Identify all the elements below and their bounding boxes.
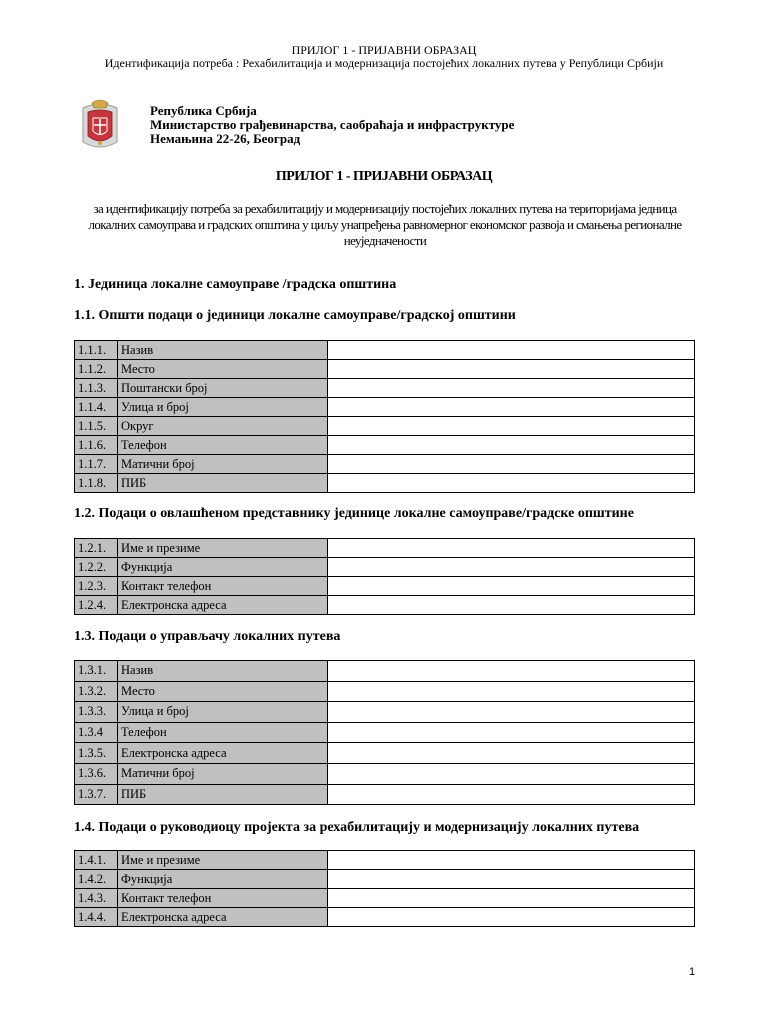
row-number: 1.4.4. — [75, 908, 118, 927]
field-value[interactable] — [328, 661, 695, 682]
representative-table — [74, 538, 695, 615]
row-number: 1.4.1. — [75, 851, 118, 870]
field-value[interactable] — [328, 596, 695, 615]
table-row — [75, 908, 695, 927]
table-row — [75, 889, 695, 908]
row-number: 1.1.5. — [75, 417, 118, 436]
field-value[interactable] — [328, 743, 695, 764]
table-row — [75, 436, 695, 455]
field-label: Матични број — [118, 455, 328, 474]
field-value[interactable] — [328, 870, 695, 889]
field-value[interactable] — [328, 417, 695, 436]
field-value[interactable] — [328, 722, 695, 743]
row-number: 1.2.2. — [75, 558, 118, 577]
row-number: 1.3.5. — [75, 743, 118, 764]
page-number: 1 — [689, 966, 696, 978]
field-label: Назив — [118, 661, 328, 682]
row-number: 1.2.4. — [75, 596, 118, 615]
table-row — [75, 474, 695, 493]
row-number: 1.3.2. — [75, 681, 118, 702]
field-label: Телефон — [118, 722, 328, 743]
table-row — [75, 360, 695, 379]
row-number: 1.1.1. — [75, 341, 118, 360]
field-value[interactable] — [328, 763, 695, 784]
field-label: Матични број — [118, 763, 328, 784]
field-value[interactable] — [328, 360, 695, 379]
field-value[interactable] — [328, 436, 695, 455]
field-label: Улица и број — [118, 398, 328, 417]
row-number: 1.3.1. — [75, 661, 118, 682]
row-number: 1.4.2. — [75, 870, 118, 889]
field-label: ПИБ — [118, 474, 328, 493]
row-number: 1.1.2. — [75, 360, 118, 379]
section-1-heading: 1. Јединица локалне самоуправе /градска општина — [74, 277, 397, 292]
field-label: Електронска адреса — [118, 908, 328, 927]
table-row — [75, 596, 695, 615]
road-manager-table — [74, 660, 695, 805]
row-number: 1.1.8. — [75, 474, 118, 493]
running-header-title: ПРИЛОГ 1 - ПРИЈАВНИ ОБРАЗАЦ — [291, 43, 477, 57]
table-row — [75, 398, 695, 417]
field-label: Место — [118, 360, 328, 379]
table-row — [75, 558, 695, 577]
field-value[interactable] — [328, 889, 695, 908]
project-manager-table — [74, 850, 695, 927]
field-label: Функција — [118, 558, 328, 577]
row-number: 1.3.3. — [75, 702, 118, 723]
running-header-subtitle: Идентификација потреба : Рехабилитација и модернизација постојећих локалних путева у Републици Србији — [104, 56, 664, 70]
field-value[interactable] — [328, 577, 695, 596]
table-row — [75, 341, 695, 360]
field-value[interactable] — [328, 455, 695, 474]
table-row — [75, 379, 695, 398]
document-title: ПРИЛОГ 1 - ПРИЈАВНИ ОБРАЗАЦ — [275, 169, 493, 184]
field-value[interactable] — [328, 851, 695, 870]
general-data-table — [74, 340, 695, 493]
row-number: 1.2.1. — [75, 539, 118, 558]
field-label: Поштански број — [118, 379, 328, 398]
table-row — [75, 577, 695, 596]
field-value[interactable] — [328, 702, 695, 723]
field-label: ПИБ — [118, 784, 328, 805]
field-label: Функција — [118, 870, 328, 889]
field-label: Назив — [118, 341, 328, 360]
org-country: Република Србија — [150, 103, 257, 118]
row-number: 1.2.3. — [75, 577, 118, 596]
row-number: 1.1.4. — [75, 398, 118, 417]
org-ministry: Министарство грађевинарства, саобраћаја и инфраструктуре — [150, 117, 515, 132]
field-value[interactable] — [328, 539, 695, 558]
field-label: Улица и број — [118, 702, 328, 723]
table-row — [75, 417, 695, 436]
table-row — [75, 870, 695, 889]
table-row — [75, 661, 695, 682]
serbian-coat-of-arms-icon — [80, 98, 120, 150]
table-row — [75, 539, 695, 558]
table-row — [75, 455, 695, 474]
field-label: Име и презиме — [118, 851, 328, 870]
field-value[interactable] — [328, 474, 695, 493]
table-row — [75, 763, 695, 784]
table-row — [75, 681, 695, 702]
field-label: Контакт телефон — [118, 889, 328, 908]
row-number: 1.1.7. — [75, 455, 118, 474]
field-value[interactable] — [328, 379, 695, 398]
field-label: Контакт телефон — [118, 577, 328, 596]
section-1-2-heading: 1.2. Подаци о овлашћеном представнику јединице локалне самоуправе/градске општине — [74, 506, 634, 521]
section-1-3-heading: 1.3. Подаци о управљачу локалних путева — [74, 629, 341, 644]
document-subtitle: за идентификацију потреба за рехабилитацију и модернизацију постојећих локалних путева на територијама једница локалних самоуправа и градских општина у циљу унапређења равномерног економског развоја и смањења регионалне неуједначености — [88, 201, 682, 248]
field-value[interactable] — [328, 341, 695, 360]
row-number: 1.1.6. — [75, 436, 118, 455]
field-value[interactable] — [328, 784, 695, 805]
field-value[interactable] — [328, 681, 695, 702]
field-value[interactable] — [328, 558, 695, 577]
field-value[interactable] — [328, 398, 695, 417]
field-label: Електронска адреса — [118, 743, 328, 764]
field-label: Име и презиме — [118, 539, 328, 558]
organization-block — [150, 104, 514, 146]
row-number: 1.3.7. — [75, 784, 118, 805]
table-row — [75, 702, 695, 723]
field-label: Место — [118, 681, 328, 702]
row-number: 1.4.3. — [75, 889, 118, 908]
row-number: 1.3.4 — [75, 722, 118, 743]
table-row — [75, 851, 695, 870]
field-label: Телефон — [118, 436, 328, 455]
field-label: Округ — [118, 417, 328, 436]
row-number: 1.1.3. — [75, 379, 118, 398]
field-label: Електронска адреса — [118, 596, 328, 615]
table-row — [75, 722, 695, 743]
table-row — [75, 743, 695, 764]
org-address: Немањина 22-26, Београд — [150, 131, 301, 146]
section-1-4-heading: 1.4. Подаци о руководиоцу пројекта за рехабилитацију и модернизацију локалних путева — [74, 820, 640, 835]
field-value[interactable] — [328, 908, 695, 927]
section-1-1-heading: 1.1. Општи подаци о јединици локалне самоуправе/градској општини — [74, 308, 516, 323]
row-number: 1.3.6. — [75, 763, 118, 784]
table-row — [75, 784, 695, 805]
